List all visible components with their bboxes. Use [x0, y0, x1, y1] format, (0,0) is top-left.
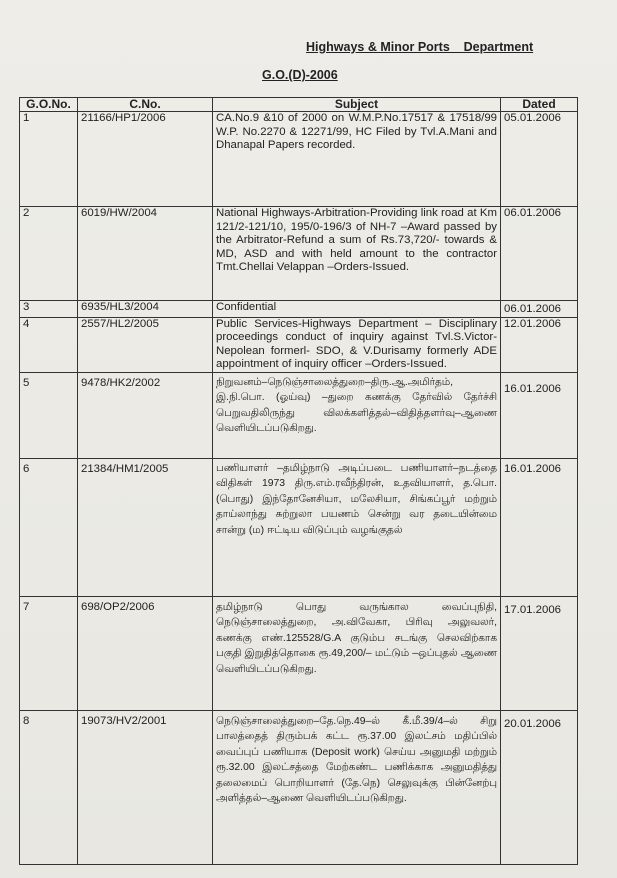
- header-c-no: C.No.: [78, 98, 213, 112]
- c-no-cell: 19073/HV2/2001: [78, 710, 213, 864]
- subject-cell: நெடுஞ்சாலைத்துறை–தே.நெ.49–ல் கீ.மீ.39/4–ல் சிறு பாலத்தைத் திரும்பக் கட்ட ரூ.37.00 இலட்சம் மதிப்பில் வைப்புப் பணியாக (Deposit work) செய்ய அனுமதி மற்றும் ரூ.32.00 இலட்சத்தை மேற்கண்ட பணிக்காக அனுமதித்து தலைமைப் பொறியாளர் (தே.நெ) செலுவுக்கு பின்னேற்பு அளித்தல்–ஆணை வெளியிடப்படுகிறது.: [213, 710, 501, 864]
- dated-cell: 16.01.2006: [501, 372, 578, 458]
- subject-cell: Public Services-Highways Department – Disciplinary proceedings conduct of inquiry against Tvl.S.Victor-Nepolean formerl- SDO, & V.Durisamy formerly ADE appointment of inquiry officer –Orders-Issued.: [213, 317, 501, 372]
- c-no-cell: 698/OP2/2006: [78, 596, 213, 710]
- dated-cell: 05.01.2006: [501, 112, 578, 207]
- table-row: [20, 710, 578, 864]
- table-row: [20, 301, 578, 318]
- subject-cell: பணியாளர் –தமிழ்நாடு அடிப்படை பணியாளர்–நடத்தை விதிகள் 1973 திரு.எம்.ரவீந்திரன், உதவியாளர், த.பொ.(பொது) இந்தோனேசியா, மலேசியா, சிங்கப்பூர் மற்றும் தாய்லாந்து சுற்றுலா பயணம் சென்று வர தடையின்மை சான்று (ம) ஈட்டிய விடுப்பும் வழங்குதல்: [213, 458, 501, 596]
- go-no-cell: 4: [20, 317, 78, 372]
- go-no-cell: 7: [20, 596, 78, 710]
- dated-cell: 06.01.2006: [501, 207, 578, 301]
- go-no-cell: 2: [20, 207, 78, 301]
- go-no-cell: 8: [20, 710, 78, 864]
- table-row: [20, 596, 578, 710]
- c-no-cell: 9478/HK2/2002: [78, 372, 213, 458]
- orders-table: [19, 97, 578, 865]
- dated-cell: 17.01.2006: [501, 596, 578, 710]
- c-no-cell: 6935/HL3/2004: [78, 301, 213, 318]
- dated-cell: 12.01.2006: [501, 317, 578, 372]
- dated-cell: 20.01.2006: [501, 710, 578, 864]
- c-no-cell: 21384/HM1/2005: [78, 458, 213, 596]
- table-row: [20, 207, 578, 301]
- table-header-row: [20, 98, 578, 112]
- go-no-cell: 5: [20, 372, 78, 458]
- go-title: G.O.(D)-2006: [262, 68, 338, 82]
- dated-cell: 06.01.2006: [501, 301, 578, 318]
- c-no-cell: 6019/HW/2004: [78, 207, 213, 301]
- table-row: [20, 317, 578, 372]
- table-row: [20, 372, 578, 458]
- go-no-cell: 3: [20, 301, 78, 318]
- header-go-no: G.O.No.: [20, 98, 78, 112]
- go-no-cell: 6: [20, 458, 78, 596]
- header-dated: Dated: [501, 98, 578, 112]
- subject-cell: National Highways-Arbitration-Providing link road at Km 121/2-121/10, 195/0-196/3 of NH-7 –Award passed by the Arbitrator-Refund a sum of Rs.73,720/- towards & MD, ASD and with held amount to the contractor Tmt.Chellai Velappan –Orders-Issued.: [213, 207, 501, 301]
- table-row: [20, 458, 578, 596]
- subject-cell: நிறுவனம்–நெடுஞ்சாலைத்துறை–திரு.ஆ.அமிர்தம், இ.நி.பொ. (ஓய்வு) –துறை கணக்கு தேர்வில் தேர்ச்சி பெறுவதிலிருந்து விலக்களித்தல்–விதித்தளர்வு–ஆணை வெளியிடப்படுகிறது.: [213, 372, 501, 458]
- department-heading: Highways & Minor Ports Department: [306, 40, 534, 54]
- c-no-cell: 2557/HL2/2005: [78, 317, 213, 372]
- go-no-cell: 1: [20, 112, 78, 207]
- dated-cell: 16.01.2006: [501, 458, 578, 596]
- subject-cell: CA.No.9 &10 of 2000 on W.M.P.No.17517 & 17518/99 W.P. No.2270 & 12271/99, HC Filed by Tvl.A.Mani and Dhanapal Papers recorded.: [213, 112, 501, 207]
- header-subject: Subject: [213, 98, 501, 112]
- subject-cell: தமிழ்நாடு பொது வருங்கால வைப்புநிதி, நெடுஞ்சாலைத்துறை, அ.விவேகா, பிரிவு அலுவலர், கணக்கு எண்.125528/G.A குடும்ப சடங்கு செலவிற்காக பகுதி இறுதித்தொகை ரூ.49,200/– மட்டும் –ஒப்புதல் ஆணை வெளியிடப்படுகிறது.: [213, 596, 501, 710]
- table-row: [20, 112, 578, 207]
- c-no-cell: 21166/HP1/2006: [78, 112, 213, 207]
- subject-cell: Confidential: [213, 301, 501, 318]
